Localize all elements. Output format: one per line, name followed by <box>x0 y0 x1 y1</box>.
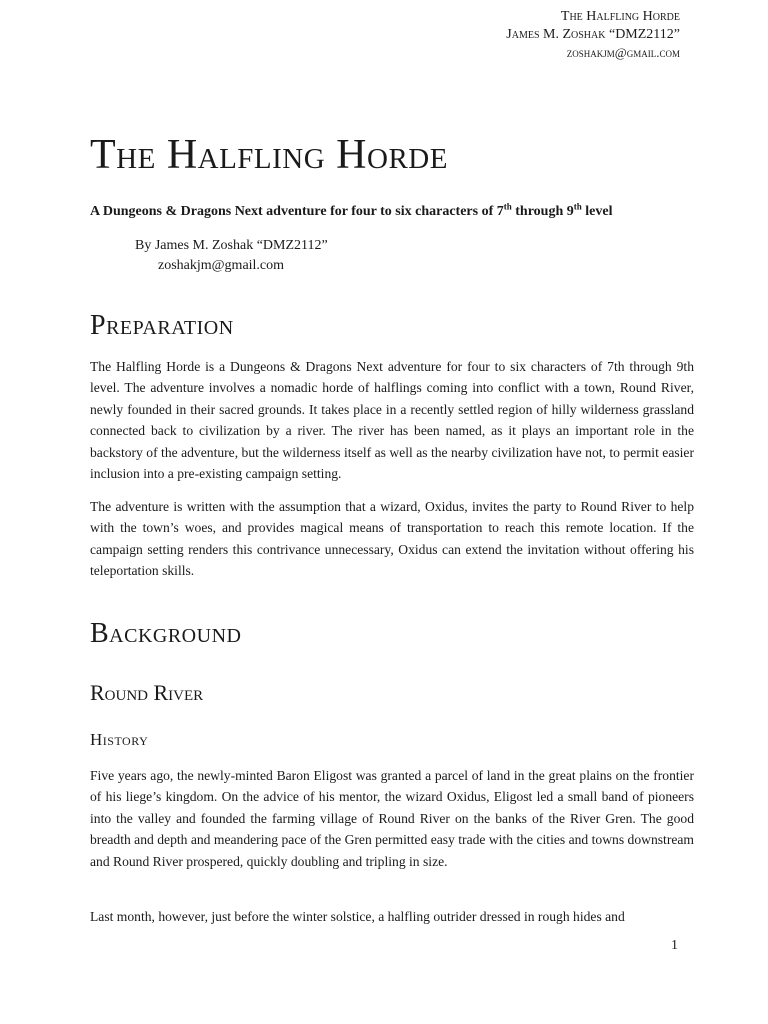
byline-author: By James M. Zoshak “DMZ2112” <box>135 238 328 253</box>
subsubsection-heading-history: History <box>90 730 149 749</box>
preparation-paragraph-1: The Halfling Horde is a Dungeons & Dragons Next adventure for four to six characters of 7th through 9th level. The adventure involves a nomadic horde of halflings coming into conflict with a town, Round River, newly founded in their sacred grounds. It takes place in a recently settled region of hilly wilderness grassland connected back to civilization by a river. The river has been named, as it plays an important role in the backstory of the adventure, but the wilderness itself as well as the nearby civilization have not, to permit easier inclusion into a pre-existing campaign setting. <box>90 359 694 482</box>
subtitle-text-2: through 9 <box>511 204 574 219</box>
subtitle-text-1: A Dungeons & Dragons Next adventure for four to six characters of 7 <box>90 204 504 219</box>
document-title: The Halfling Horde <box>90 132 448 178</box>
subtitle-text-3: level <box>581 204 613 219</box>
history-paragraph-1: Five years ago, the newly-minted Baron Eligost was granted a parcel of land in the great plains on the frontier of his liege’s kingdom. On the advice of his mentor, the wizard Oxidus, Eligost led a small band of pioneers into the valley and founded the farming village of Round River on the banks of the River Gren. The good breadth and depth and meandering pace of the Gren permitted easy trade with the cities and towns downstream and Round River prospered, quickly doubling and tripling in size. <box>90 768 694 869</box>
subsection-heading-round-river: Round River <box>90 680 204 705</box>
section-heading-preparation: Preparation <box>90 310 234 341</box>
document-subtitle <box>90 202 612 222</box>
subtitle-superscript-2: th <box>573 201 582 212</box>
running-header-title: The Halfling Horde <box>560 9 680 24</box>
byline-email: zoshakjm@gmail.com <box>158 258 285 273</box>
running-header <box>506 8 680 62</box>
subtitle-superscript-1: th <box>503 201 512 212</box>
running-header-email: zoshakjm@gmail.com <box>566 45 680 60</box>
preparation-paragraph-2: The adventure is written with the assumption that a wizard, Oxidus, invites the party to Round River to help with the town’s woes, and provides magical means of transportation to reach this remote location. If the campaign setting renders this contrivance unnecessary, Oxidus can extend the invitation without offering his teleportation skills. <box>90 499 694 579</box>
section-heading-background: Background <box>90 618 242 649</box>
page-number: 1 <box>671 938 678 953</box>
history-paragraph-2: Last month, however, just before the winter solstice, a halfling outrider dressed in rough hides and <box>90 909 625 924</box>
running-header-author: James M. Zoshak “DMZ2112” <box>506 27 680 42</box>
